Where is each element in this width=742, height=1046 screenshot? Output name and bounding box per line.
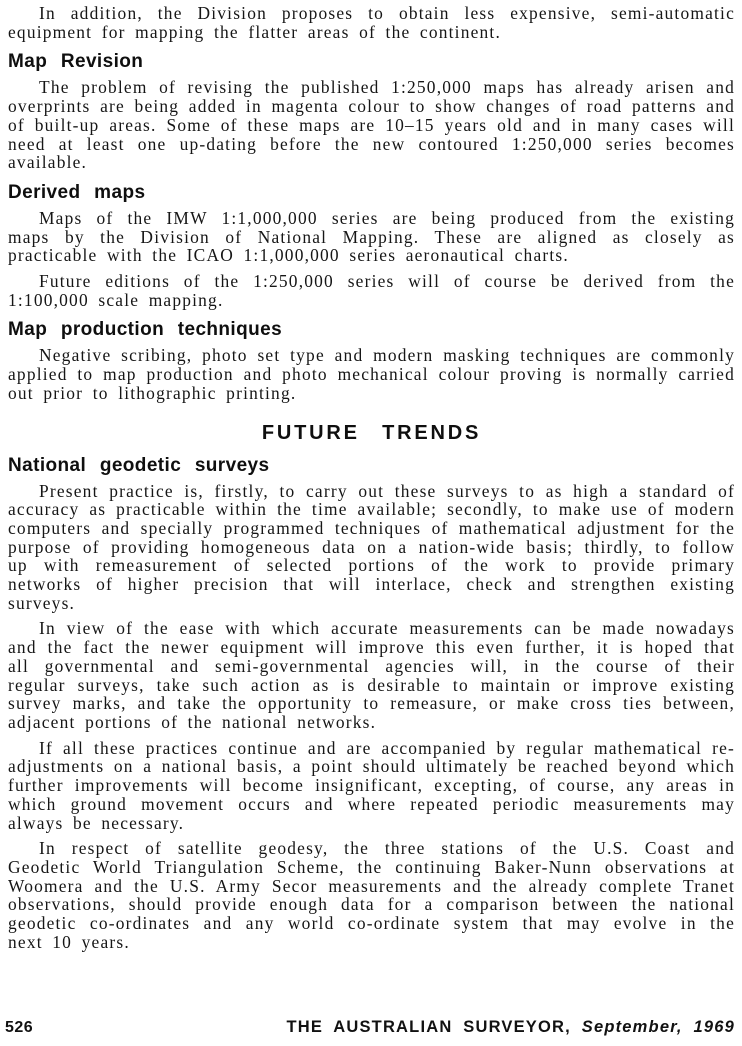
paragraph-map-revision: The problem of revising the published 1:250,000 maps has already arisen and overprints are being added in magenta colour to show changes of road patterns and of built-up areas. Some of these maps are 10–15 years old and in many cases will need at least one up-dating before the new contoured 1:250,000 series becomes available. bbox=[8, 77, 735, 173]
paragraph-readjustments: If all these practices continue and are accompanied by regular mathematical re-adjustments on a national basis, a point should ultimately be reached beyond which further improvements will become insignificant, excepting, of course, any areas in which ground movement occurs and where repeated periodic measurements may always be necessary. bbox=[8, 737, 735, 833]
journal-line bbox=[286, 1018, 735, 1037]
paragraph-derived-maps-imw: Maps of the IMW 1:1,000,000 series are being produced from the existing maps by the Division of National Mapping. These are aligned as closely as practicable with the ICAO 1:1,000,000 series aeronautical charts. bbox=[8, 207, 735, 266]
paragraph-semiautomatic-equipment: In addition, the Division proposes to obtain less expensive, semi-automatic equipment for mapping the flatter areas of the continent. bbox=[8, 3, 735, 42]
page-footer bbox=[5, 1018, 735, 1037]
heading-map-production-techniques: Map production techniques bbox=[8, 319, 283, 341]
section-title-future-trends: FUTURE TRENDS bbox=[261, 421, 482, 444]
page-number: 526 bbox=[5, 1019, 34, 1036]
issue-date: September, 1969 bbox=[581, 1018, 735, 1036]
paragraph-present-practice: Present practice is, firstly, to carry out these surveys to as high a standard of accuracy as practicable within the time available; secondly, to make use of modern computers and specially programmed techniques of mathematical adjustment for the purpose of providing homogeneous data on a nation-wide basis; thirdly, to follow up with remeasurement of selected portions of the work to provide primary networks of higher precision that will interlace, check and strengthen existing surveys. bbox=[8, 480, 735, 613]
paragraph-accurate-measurements: In view of the ease with which accurate measurements can be made nowadays and the fact the newer equipment will improve this even further, it is hoped that all governmental and semi-governmental agencies will, in the course of their regular surveys, take such action as is desirable to maintain or improve existing survey marks, and take the opportunity to remeasure, or make cross ties between, adjacent portions of the national networks. bbox=[8, 618, 735, 732]
paragraph-future-editions: Future editions of the 1:250,000 series will of course be derived from the 1:100,000 scale mapping. bbox=[8, 271, 735, 310]
heading-national-geodetic-surveys: National geodetic surveys bbox=[8, 454, 270, 476]
paragraph-map-production: Negative scribing, photo set type and modern masking techniques are commonly applied to map production and photo mechanical colour proving is normally carried out prior to lithographic printing. bbox=[8, 345, 735, 403]
journal-title: THE AUSTRALIAN SURVEYOR, bbox=[286, 1018, 571, 1036]
paragraph-satellite-geodesy: In respect of satellite geodesy, the three stations of the U.S. Coast and Geodetic World Triangulation Scheme, the continuing Baker-Nunn observations at Woomera and the U.S. Army Secor measurements and the already complete Tranet observations, should provide enough data for a comparison between the national geodetic co-ordinates and any world co-ordinate system that may evolve in the next 10 years. bbox=[8, 838, 735, 952]
heading-map-revision: Map Revision bbox=[8, 51, 144, 73]
heading-derived-maps: Derived maps bbox=[8, 181, 146, 203]
